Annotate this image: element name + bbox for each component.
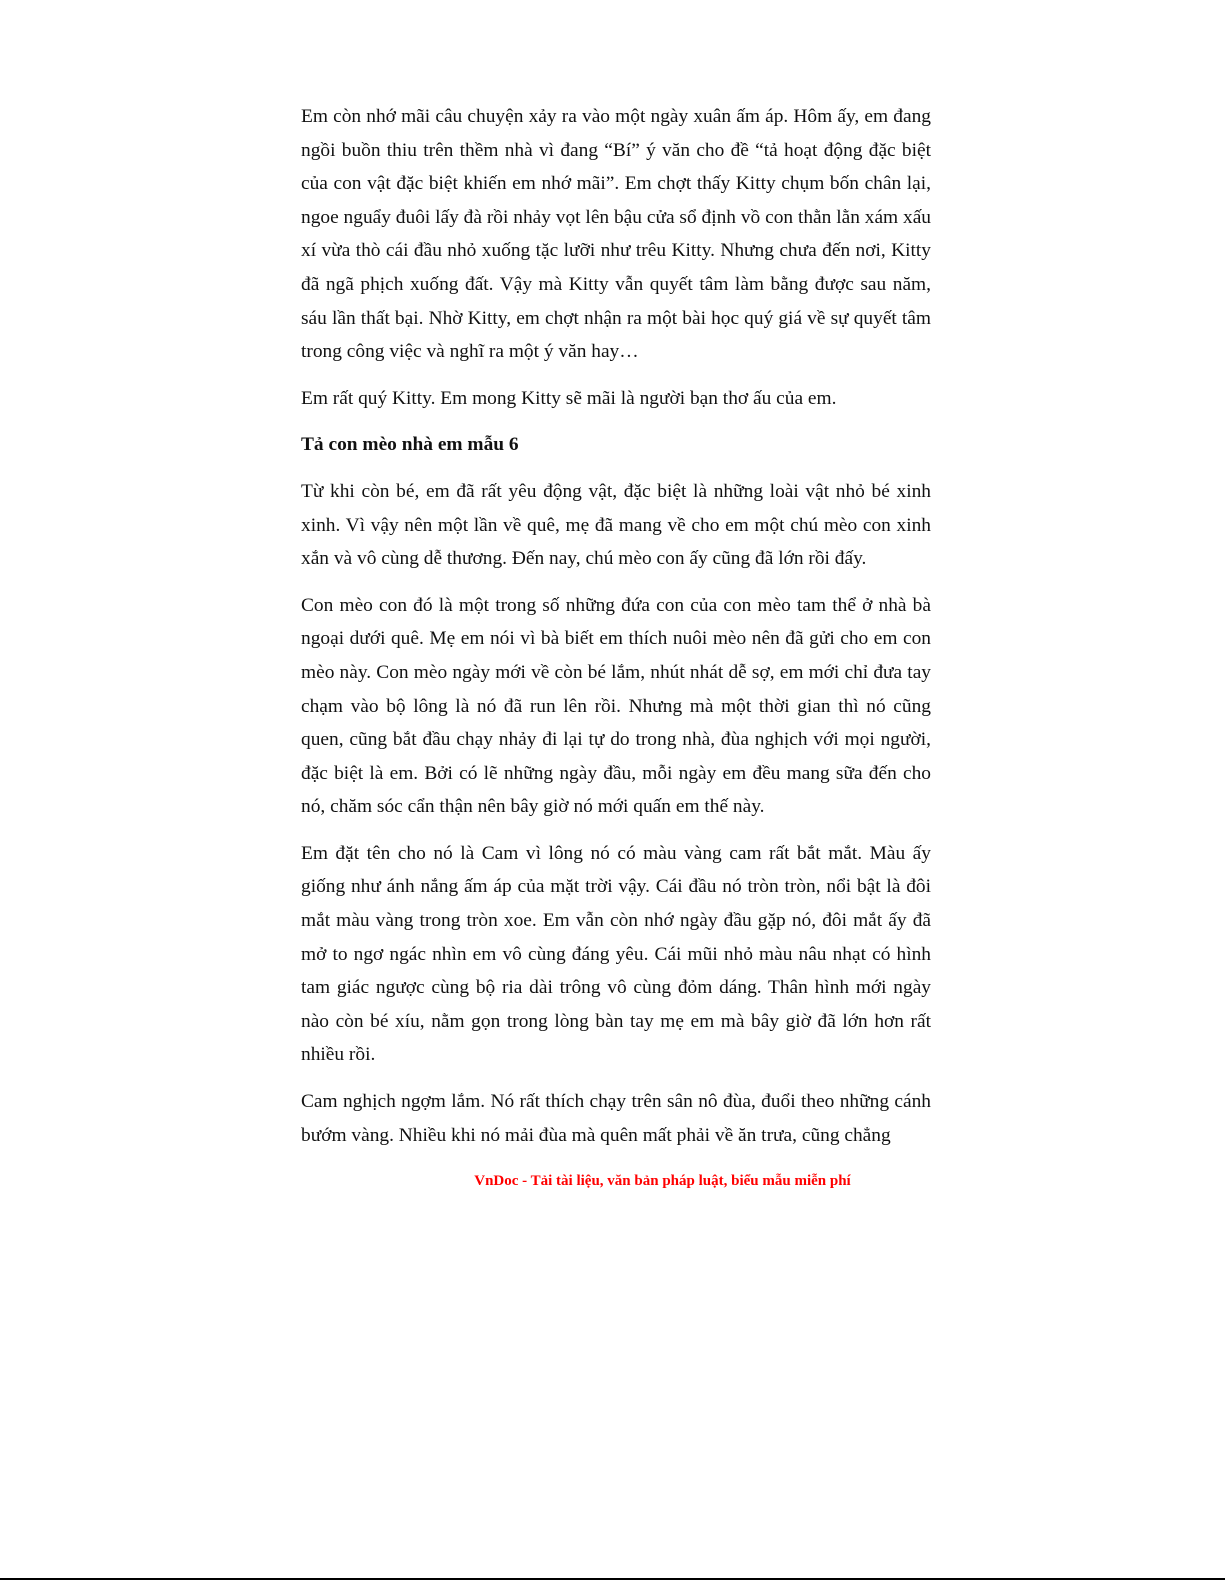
paragraph-intro: Từ khi còn bé, em đã rất yêu động vật, đặc biệt là những loài vật nhỏ bé xinh xinh. Vì vậy nên một lần về quê, mẹ đã mang về cho em một chú mèo con xinh xắn và vô cùng dễ thương. Đến nay, chú mèo con ấy cũng đã lớn rồi đấy. xyxy=(301,480,931,570)
paragraph-playful: Cam nghịch ngợm lắm. Nó rất thích chạy trên sân nô đùa, đuổi theo những cánh bướm vàng. Nhiều khi nó mải đùa mà quên mất phải về ăn trưa, cũng chẳng xyxy=(301,1091,931,1146)
paragraph-kitty-story: Em còn nhớ mãi câu chuyện xảy ra vào một ngày xuân ấm áp. Hôm ấy, em đang ngồi buồn thiu trên thềm nhà vì đang “Bí” ý văn cho đề “tả hoạt động đặc biệt của con vật đặc biệt khiến em nhớ mãi”. Em chợt thấy Kitty chụm bốn chân lại, ngoe nguẩy đuôi lấy đà rồi nhảy vọt lên bậu cửa sổ định vồ con thằn lằn xám xấu xí vừa thò cái đầu nhỏ xuống tặc lưỡi như trêu Kitty. Nhưng chưa đến nơi, Kitty đã ngã phịch xuống đất. Vậy mà Kitty vẫn quyết tâm làm bằng được sau năm, sáu lần thất bại. Nhờ Kitty, em chợt nhận ra một bài học quý giá về sự quyết tâm trong công việc và nghĩ ra một ý văn hay… xyxy=(301,106,931,363)
page-bottom-divider xyxy=(0,1578,1225,1580)
document-body xyxy=(301,100,931,1165)
page-footer: VnDoc - Tải tài liệu, văn bản pháp luật, biểu mẫu miễn phí xyxy=(474,1173,851,1189)
paragraph-appearance: Em đặt tên cho nó là Cam vì lông nó có màu vàng cam rất bắt mắt. Màu ấy giống như ánh nắng ấm áp của mặt trời vậy. Cái đầu nó tròn tròn, nổi bật là đôi mắt màu vàng trong tròn xoe. Em vẫn còn nhớ ngày đầu gặp nó, đôi mắt ấy đã mở to ngơ ngác nhìn em vô cùng đáng yêu. Cái mũi nhỏ màu nâu nhạt có hình tam giác ngược cùng bộ ria dài trông vô cùng đỏm dáng. Thân hình mới ngày nào còn bé xíu, nằm gọn trong lòng bàn tay mẹ em mà bây giờ đã lớn hơn rất nhiều rồi. xyxy=(301,842,931,1066)
section-heading: Tả con mèo nhà em mẫu 6 xyxy=(301,434,519,456)
paragraph-kitty-closing: Em rất quý Kitty. Em mong Kitty sẽ mãi là người bạn thơ ấu của em. xyxy=(301,387,837,409)
paragraph-origin: Con mèo con đó là một trong số những đứa con của con mèo tam thể ở nhà bà ngoại dưới quê. Mẹ em nói vì bà biết em thích nuôi mèo nên đã gửi cho em con mèo này. Con mèo ngày mới về còn bé lắm, nhút nhát dễ sợ, em mới chỉ đưa tay chạm vào bộ lông là nó đã run lên rồi. Nhưng mà một thời gian thì nó cũng quen, cũng bắt đầu chạy nhảy đi lại tự do trong nhà, đùa nghịch với mọi người, đặc biệt là em. Bởi có lẽ những ngày đầu, mỗi ngày em đều mang sữa đến cho nó, chăm sóc cẩn thận nên bây giờ nó mới quấn em thế này. xyxy=(301,594,931,818)
